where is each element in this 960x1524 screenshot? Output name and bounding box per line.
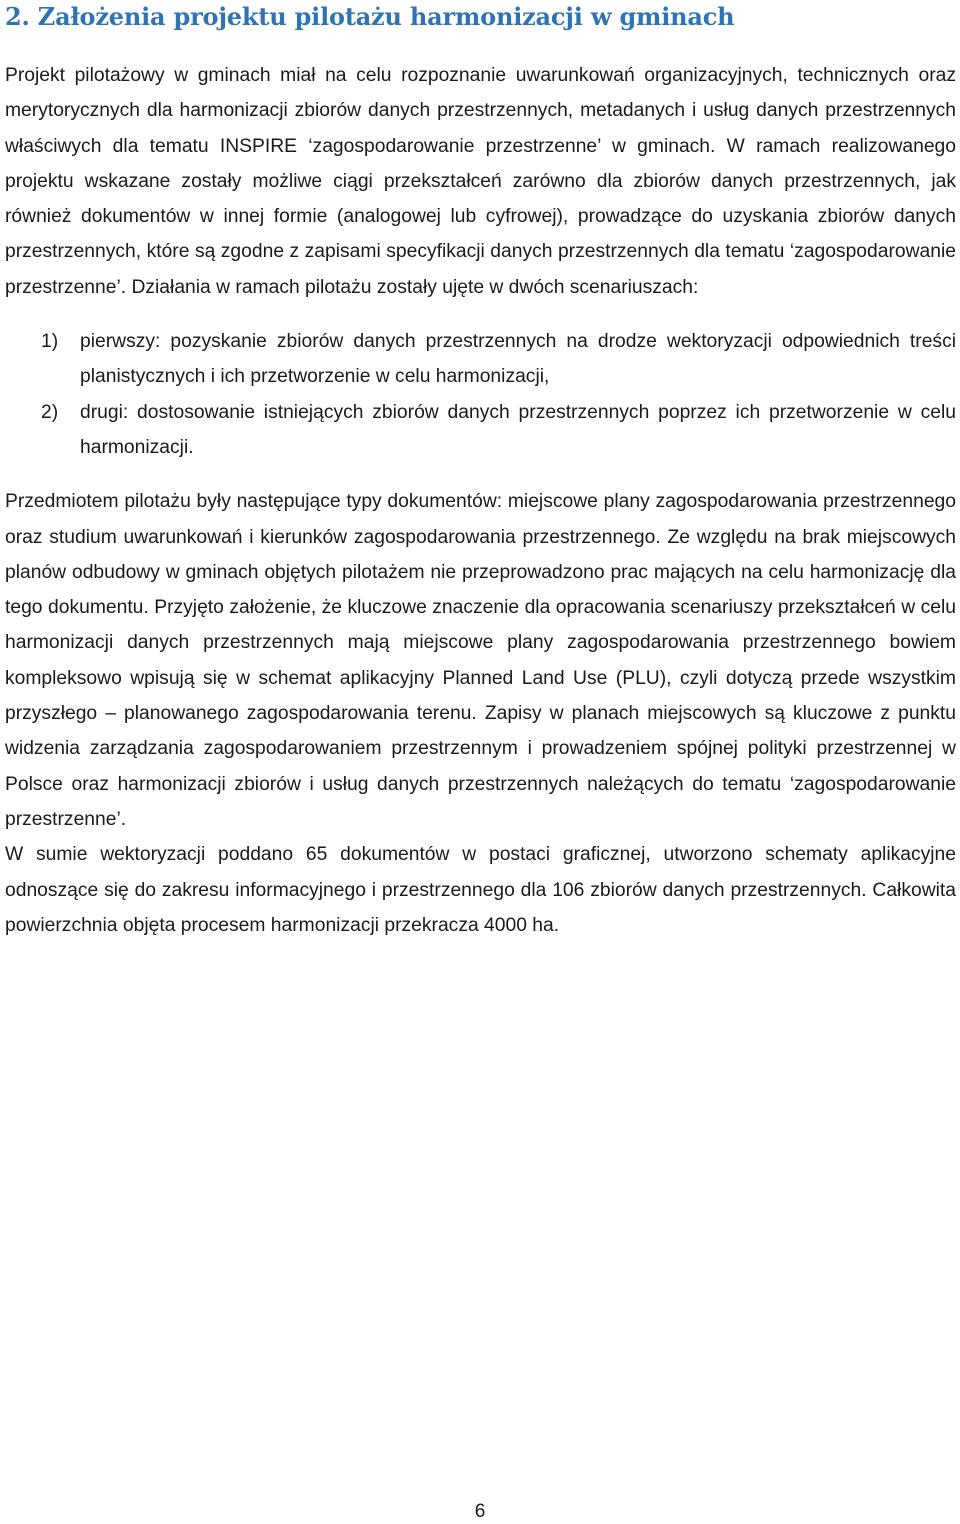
summary-paragraph: W sumie wektoryzacji poddano 65 dokumentów w postaci graficznej, utworzono schematy aplikacyjne odnoszące się do zakresu informacyjnego i przestrzennego dla 106 zbiorów danych przestrzennych. Całkowita powierzchnia objęta procesem harmonizacji przekracza 4000 ha. bbox=[5, 844, 956, 936]
document-page bbox=[5, 0, 956, 943]
list-item bbox=[5, 395, 956, 466]
list-item-text: pierwszy: pozyskanie zbiorów danych przestrzennych na drodze wektoryzacji odpowiednich treści planistycznych i ich przetworzenie w celu harmonizacji, bbox=[80, 331, 956, 388]
list-item-text: drugi: dostosowanie istniejących zbiorów danych przestrzennych poprzez ich przetworzenie w celu harmonizacji. bbox=[80, 401, 956, 458]
scenario-list bbox=[5, 324, 956, 465]
page-number: 6 bbox=[474, 1501, 486, 1522]
section-heading: 2. Założenia projektu pilotażu harmonizacji w gminach bbox=[5, 2, 735, 31]
subject-paragraph: Przedmiotem pilotażu były następujące typy dokumentów: miejscowe plany zagospodarowania przestrzennego oraz studium uwarunkowań i kierunków zagospodarowania przestrzennego. Ze względu na brak miejscowych planów odbudowy w gminach objętych pilotażem nie przeprowadzono prac mających na celu harmonizację dla tego dokumentu. Przyjęto założenie, że kluczowe znaczenie dla opracowania scenariuszy przekształceń w celu harmonizacji danych przestrzennych mają miejscowe plany zagospodarowania przestrzennego bowiem kompleksowo wpisują się w schemat aplikacyjny Planned Land Use (PLU), czyli dotyczą przede wszystkim przyszłego – planowanego zagospodarowania terenu. Zapisy w planach miejscowych są kluczowe z punktu widzenia zarządzania zagospodarowaniem przestrzennym i prowadzeniem spójnej polityki przestrzennej w Polsce oraz harmonizacji zbiorów i usług danych przestrzennych należących do tematu ‘zagospodarowanie przestrzenne’. bbox=[5, 491, 956, 830]
list-item bbox=[5, 324, 956, 395]
list-marker: 2) bbox=[41, 401, 59, 423]
intro-paragraph: Projekt pilotażowy w gminach miał na celu rozpoznanie uwarunkowań organizacyjnych, technicznych oraz merytorycznych dla harmonizacji zbiorów danych przestrzennych, metadanych i usług danych przestrzennych właściwych dla tematu INSPIRE ‘zagospodarowanie przestrzenne’ w gminach. W ramach realizowanego projektu wskazane zostały możliwe ciągi przekształceń zarówno dla zbiorów danych przestrzennych, jak również dokumentów w innej formie (analogowej lub cyfrowej), prowadzące do uzyskania zbiorów danych przestrzennych, które są zgodne z zapisami specyfikacji danych przestrzennych dla tematu ‘zagospodarowanie przestrzenne’. Działania w ramach pilotażu zostały ujęte w dwóch scenariuszach: bbox=[5, 65, 956, 298]
list-marker: 1) bbox=[41, 331, 59, 353]
